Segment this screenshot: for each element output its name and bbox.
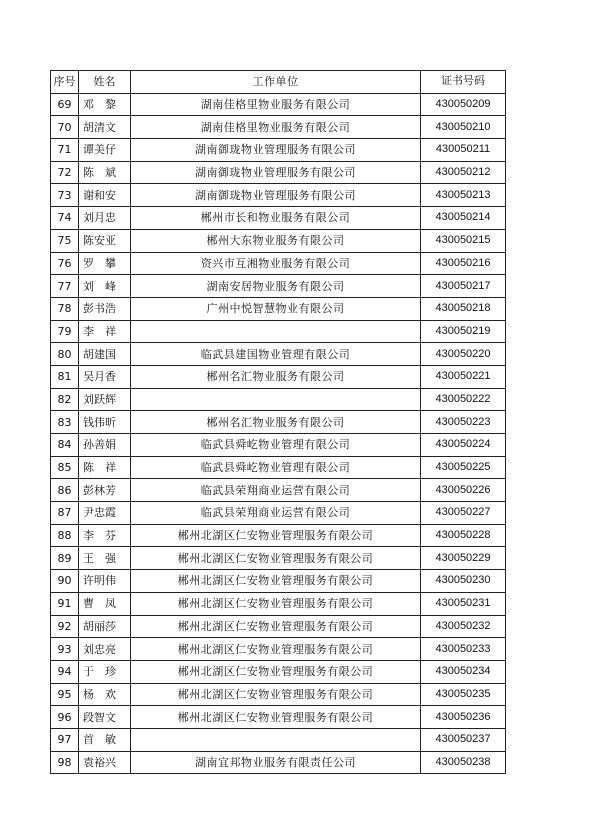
table-row [51, 728, 506, 751]
certificate-number-cell: 430050231 [421, 592, 506, 615]
name-cell: 彭书浩 [79, 297, 131, 320]
certificate-number-cell: 430050213 [421, 184, 506, 207]
name-cell: 邓 黎 [79, 93, 131, 116]
serial-number-cell: 95 [51, 683, 79, 706]
serial-number-cell: 97 [51, 728, 79, 751]
name-cell: 谭美仔 [79, 139, 131, 162]
work-unit-cell: 临武县荣翔商业运营有限公司 [131, 502, 421, 525]
work-unit-cell: 郴州北湖区仁安物业管理服务有限公司 [131, 638, 421, 661]
table-row [51, 592, 506, 615]
work-unit-cell: 资兴市互湘物业服务有限公司 [131, 252, 421, 275]
table-row [51, 479, 506, 502]
table-row [51, 502, 506, 525]
serial-number-cell: 75 [51, 229, 79, 252]
table-row [51, 570, 506, 593]
name-cell: 李 祥 [79, 320, 131, 343]
header-serial-number: 序号 [51, 71, 79, 94]
certificate-number-cell: 430050221 [421, 365, 506, 388]
name-cell: 尹忠霞 [79, 502, 131, 525]
work-unit-cell: 郴州名汇物业服务有限公司 [131, 365, 421, 388]
certificate-number-cell: 430050235 [421, 683, 506, 706]
certificate-number-cell: 430050214 [421, 207, 506, 230]
work-unit-cell: 湖南安居物业服务有限公司 [131, 275, 421, 298]
serial-number-cell: 80 [51, 343, 79, 366]
name-cell: 彭林芳 [79, 479, 131, 502]
serial-number-cell: 84 [51, 434, 79, 457]
table-body [51, 93, 506, 774]
work-unit-cell: 郴州北湖区仁安物业管理服务有限公司 [131, 524, 421, 547]
serial-number-cell: 71 [51, 139, 79, 162]
name-cell: 胡清文 [79, 116, 131, 139]
name-cell: 王 强 [79, 547, 131, 570]
work-unit-cell: 郴州北湖区仁安物业管理服务有限公司 [131, 547, 421, 570]
table-row [51, 116, 506, 139]
certificate-number-cell: 430050220 [421, 343, 506, 366]
serial-number-cell: 85 [51, 456, 79, 479]
header-name: 姓名 [79, 71, 131, 94]
certificate-number-cell: 430050209 [421, 93, 506, 116]
name-cell: 曹 凤 [79, 592, 131, 615]
table-row [51, 229, 506, 252]
table-row [51, 343, 506, 366]
table-row [51, 388, 506, 411]
work-unit-cell: 广州中悦智慧物业有限公司 [131, 297, 421, 320]
serial-number-cell: 96 [51, 706, 79, 729]
work-unit-cell: 临武县舜屹物业管理有限公司 [131, 456, 421, 479]
serial-number-cell: 79 [51, 320, 79, 343]
name-cell: 胡建国 [79, 343, 131, 366]
header-certificate-number: 证书号码 [421, 71, 506, 94]
name-cell: 钱伟昕 [79, 411, 131, 434]
certificate-number-cell: 430050219 [421, 320, 506, 343]
table-row [51, 434, 506, 457]
name-cell: 刘月忠 [79, 207, 131, 230]
serial-number-cell: 89 [51, 547, 79, 570]
table-row [51, 411, 506, 434]
name-cell: 刘跃辉 [79, 388, 131, 411]
certificate-number-cell: 430050236 [421, 706, 506, 729]
serial-number-cell: 73 [51, 184, 79, 207]
table-row [51, 297, 506, 320]
certificate-number-cell: 430050218 [421, 297, 506, 320]
certificate-number-cell: 430050230 [421, 570, 506, 593]
table-row [51, 660, 506, 683]
certificate-number-cell: 430050232 [421, 615, 506, 638]
certificate-number-cell: 430050227 [421, 502, 506, 525]
name-cell: 谢和安 [79, 184, 131, 207]
work-unit-cell: 湖南宜邦物业服务有限责任公司 [131, 751, 421, 774]
table-row [51, 615, 506, 638]
serial-number-cell: 74 [51, 207, 79, 230]
name-cell: 罗 攀 [79, 252, 131, 275]
table-row [51, 207, 506, 230]
certificate-number-cell: 430050226 [421, 479, 506, 502]
certificate-number-cell: 430050215 [421, 229, 506, 252]
certificate-number-cell: 430050229 [421, 547, 506, 570]
serial-number-cell: 90 [51, 570, 79, 593]
table-row [51, 524, 506, 547]
work-unit-cell: 郴州北湖区仁安物业管理服务有限公司 [131, 660, 421, 683]
table-row [51, 547, 506, 570]
certificate-number-cell: 430050225 [421, 456, 506, 479]
table-row [51, 320, 506, 343]
table-row [51, 751, 506, 774]
serial-number-cell: 81 [51, 365, 79, 388]
name-cell: 陈安亚 [79, 229, 131, 252]
serial-number-cell: 92 [51, 615, 79, 638]
certificate-number-cell: 430050237 [421, 728, 506, 751]
certificate-number-cell: 430050234 [421, 660, 506, 683]
name-cell: 陈 斌 [79, 161, 131, 184]
work-unit-cell [131, 388, 421, 411]
certificate-number-cell: 430050233 [421, 638, 506, 661]
serial-number-cell: 69 [51, 93, 79, 116]
table-row [51, 456, 506, 479]
name-cell: 袁裕兴 [79, 751, 131, 774]
work-unit-cell: 郴州北湖区仁安物业管理服务有限公司 [131, 706, 421, 729]
table-row [51, 365, 506, 388]
name-cell: 于 珍 [79, 660, 131, 683]
serial-number-cell: 76 [51, 252, 79, 275]
header-work-unit: 工作单位 [131, 71, 421, 94]
certificate-number-cell: 430050224 [421, 434, 506, 457]
serial-number-cell: 70 [51, 116, 79, 139]
certificate-number-cell: 430050211 [421, 139, 506, 162]
serial-number-cell: 78 [51, 297, 79, 320]
serial-number-cell: 88 [51, 524, 79, 547]
work-unit-cell [131, 728, 421, 751]
work-unit-cell: 湖南御珑物业管理服务有限公司 [131, 184, 421, 207]
table-row [51, 252, 506, 275]
certificate-number-cell: 430050212 [421, 161, 506, 184]
table-row [51, 93, 506, 116]
name-cell: 许明伟 [79, 570, 131, 593]
work-unit-cell: 临武县荣翔商业运营有限公司 [131, 479, 421, 502]
table-row [51, 706, 506, 729]
name-cell: 首 敏 [79, 728, 131, 751]
serial-number-cell: 86 [51, 479, 79, 502]
table-row [51, 683, 506, 706]
work-unit-cell: 郴州大东物业服务有限公司 [131, 229, 421, 252]
serial-number-cell: 77 [51, 275, 79, 298]
serial-number-cell: 93 [51, 638, 79, 661]
name-cell: 段智文 [79, 706, 131, 729]
name-cell: 陈 祥 [79, 456, 131, 479]
serial-number-cell: 72 [51, 161, 79, 184]
table-row [51, 161, 506, 184]
certificate-number-cell: 430050228 [421, 524, 506, 547]
work-unit-cell: 湖南御珑物业管理服务有限公司 [131, 139, 421, 162]
name-cell: 刘忠亮 [79, 638, 131, 661]
work-unit-cell: 湖南御珑物业管理服务有限公司 [131, 161, 421, 184]
work-unit-cell: 郴州北湖区仁安物业管理服务有限公司 [131, 615, 421, 638]
work-unit-cell: 郴州名汇物业服务有限公司 [131, 411, 421, 434]
work-unit-cell: 郴州市长和物业服务有限公司 [131, 207, 421, 230]
table-row [51, 275, 506, 298]
work-unit-cell: 临武县舜屹物业管理有限公司 [131, 434, 421, 457]
table-row [51, 139, 506, 162]
serial-number-cell: 82 [51, 388, 79, 411]
name-cell: 吴月香 [79, 365, 131, 388]
serial-number-cell: 83 [51, 411, 79, 434]
serial-number-cell: 87 [51, 502, 79, 525]
name-cell: 杨 欢 [79, 683, 131, 706]
certificate-number-cell: 430050210 [421, 116, 506, 139]
certificate-number-cell: 430050223 [421, 411, 506, 434]
table-header-row [51, 71, 506, 94]
certificate-number-cell: 430050238 [421, 751, 506, 774]
certificate-number-cell: 430050216 [421, 252, 506, 275]
certificate-number-cell: 430050222 [421, 388, 506, 411]
work-unit-cell: 临武县建国物业管理有限公司 [131, 343, 421, 366]
table-row [51, 184, 506, 207]
work-unit-cell: 湖南佳格里物业服务有限公司 [131, 93, 421, 116]
work-unit-cell: 郴州北湖区仁安物业管理服务有限公司 [131, 570, 421, 593]
name-cell: 孙善娟 [79, 434, 131, 457]
certificate-number-cell: 430050217 [421, 275, 506, 298]
work-unit-cell: 郴州北湖区仁安物业管理服务有限公司 [131, 683, 421, 706]
work-unit-cell: 郴州北湖区仁安物业管理服务有限公司 [131, 592, 421, 615]
name-cell: 刘 峰 [79, 275, 131, 298]
serial-number-cell: 94 [51, 660, 79, 683]
name-cell: 李 芬 [79, 524, 131, 547]
work-unit-cell: 湖南佳格里物业服务有限公司 [131, 116, 421, 139]
certificate-roster-table [50, 70, 506, 774]
serial-number-cell: 91 [51, 592, 79, 615]
serial-number-cell: 98 [51, 751, 79, 774]
work-unit-cell [131, 320, 421, 343]
name-cell: 胡丽莎 [79, 615, 131, 638]
table-row [51, 638, 506, 661]
